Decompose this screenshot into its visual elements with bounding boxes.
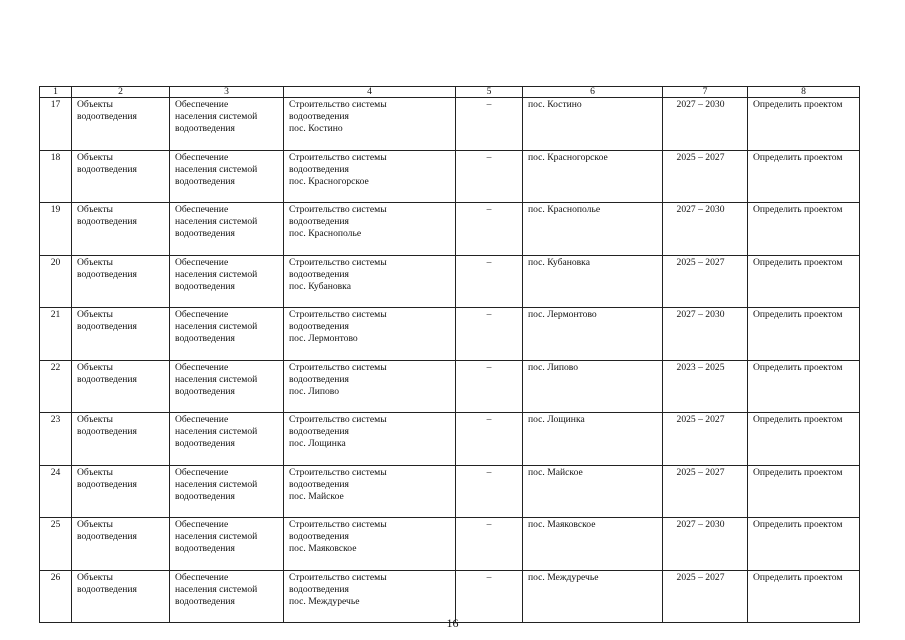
object-type-line: водоотведения — [77, 321, 137, 333]
cost-value: Определить проектом — [753, 99, 843, 110]
object-type-line: водоотведения — [77, 373, 137, 385]
purpose-cell — [170, 465, 284, 518]
purpose-line: населения системой — [175, 426, 258, 438]
location-value: пос. Кубановка — [528, 256, 590, 268]
purpose-line: населения системой — [175, 373, 258, 385]
row-number: 21 — [50, 309, 61, 320]
facilities-table — [39, 86, 860, 623]
row-number-cell — [40, 570, 72, 623]
purpose-line: Обеспечение — [175, 256, 229, 268]
cost-cell — [748, 465, 860, 518]
purpose-cell — [170, 203, 284, 256]
location-cell — [523, 308, 663, 361]
object-type-line: Объекты — [77, 256, 113, 268]
object-type-line: Объекты — [77, 571, 113, 583]
cost-cell — [748, 413, 860, 466]
object-type-line: водоотведения — [77, 111, 137, 123]
action-line: водоотведения — [289, 111, 349, 123]
period-value: 2025 – 2027 — [676, 256, 725, 268]
location-cell — [523, 98, 663, 151]
action-cell — [284, 98, 456, 151]
action-cell — [284, 203, 456, 256]
column-5-value: – — [486, 204, 492, 215]
purpose-cell — [170, 150, 284, 203]
action-line: Строительство системы — [289, 571, 387, 583]
action-line: пос. Маяковское — [289, 543, 357, 555]
cost-value: Определить проектом — [753, 361, 843, 373]
object-type-cell — [72, 360, 170, 413]
purpose-line: водоотведения — [175, 595, 235, 607]
object-type-line: Объекты — [77, 414, 113, 425]
purpose-line: населения системой — [175, 216, 258, 228]
period-cell — [663, 203, 748, 256]
column-5-cell — [456, 150, 523, 203]
action-cell — [284, 308, 456, 361]
purpose-line: Обеспечение — [175, 361, 229, 373]
action-line: пос. Липово — [289, 385, 340, 397]
purpose-cell — [170, 308, 284, 361]
column-5-cell — [456, 413, 523, 466]
object-type-cell — [72, 255, 170, 308]
row-number: 18 — [50, 151, 61, 163]
purpose-cell — [170, 413, 284, 466]
column-header: 4 — [284, 87, 456, 98]
row-number-cell — [40, 98, 72, 151]
object-type-line: водоотведения — [77, 426, 137, 438]
purpose-line: водоотведения — [175, 333, 235, 345]
action-line: водоотведения — [289, 268, 349, 280]
purpose-line: водоотведения — [175, 175, 235, 187]
cost-value: Определить проектом — [753, 519, 843, 530]
object-type-line: водоотведения — [77, 583, 137, 595]
action-line: водоотведения — [289, 216, 349, 228]
column-5-cell — [456, 98, 523, 151]
period-cell — [663, 360, 748, 413]
period-value: 2023 – 2025 — [676, 361, 725, 373]
action-line: водоотведения — [289, 583, 349, 595]
column-header: 2 — [72, 87, 170, 98]
column-5-value: – — [486, 309, 492, 320]
location-value: пос. Костино — [528, 99, 582, 110]
location-cell — [523, 203, 663, 256]
location-value: пос. Красногорское — [528, 151, 608, 163]
object-type-cell — [72, 308, 170, 361]
table-row — [40, 98, 860, 151]
cost-value: Определить проектом — [753, 151, 843, 163]
period-cell — [663, 465, 748, 518]
period-cell — [663, 570, 748, 623]
table-row — [40, 465, 860, 518]
action-cell — [284, 150, 456, 203]
purpose-line: Обеспечение — [175, 204, 229, 215]
action-line: Строительство системы — [289, 361, 387, 373]
object-type-line: водоотведения — [77, 268, 137, 280]
period-value: 2025 – 2027 — [676, 466, 725, 478]
object-type-line: Объекты — [77, 519, 113, 530]
period-value: 2025 – 2027 — [676, 151, 725, 163]
action-line: пос. Лощинка — [289, 438, 346, 450]
purpose-line: населения системой — [175, 268, 258, 280]
object-type-cell — [72, 98, 170, 151]
action-line: водоотведения — [289, 531, 349, 543]
object-type-line: Объекты — [77, 99, 113, 110]
row-number: 20 — [50, 256, 61, 268]
purpose-line: населения системой — [175, 321, 258, 333]
column-5-cell — [456, 360, 523, 413]
column-number-row — [40, 87, 860, 98]
action-line: водоотведения — [289, 478, 349, 490]
column-5-value: – — [486, 519, 492, 530]
object-type-line: Объекты — [77, 361, 113, 373]
column-header: 6 — [523, 87, 663, 98]
object-type-line: Объекты — [77, 309, 113, 320]
cost-value: Определить проектом — [753, 414, 843, 425]
row-number: 25 — [50, 519, 61, 530]
object-type-cell — [72, 570, 170, 623]
purpose-line: водоотведения — [175, 543, 235, 555]
column-5-cell — [456, 203, 523, 256]
purpose-line: водоотведения — [175, 123, 235, 135]
cost-cell — [748, 150, 860, 203]
table-row — [40, 150, 860, 203]
location-value: пос. Лермонтово — [528, 309, 597, 320]
column-header: 7 — [663, 87, 748, 98]
cost-cell — [748, 360, 860, 413]
purpose-line: населения системой — [175, 478, 258, 490]
location-value: пос. Майское — [528, 466, 583, 478]
table-row — [40, 570, 860, 623]
column-5-cell — [456, 570, 523, 623]
object-type-cell — [72, 150, 170, 203]
location-value: пос. Маяковское — [528, 519, 596, 530]
action-line: водоотведения — [289, 426, 349, 438]
cost-cell — [748, 255, 860, 308]
column-5-value: – — [486, 466, 492, 478]
action-cell — [284, 465, 456, 518]
location-cell — [523, 150, 663, 203]
table-row — [40, 360, 860, 413]
period-cell — [663, 308, 748, 361]
object-type-line: водоотведения — [77, 216, 137, 228]
table-row — [40, 255, 860, 308]
object-type-line: водоотведения — [77, 478, 137, 490]
table-row — [40, 413, 860, 466]
location-value: пос. Междуречье — [528, 571, 599, 583]
purpose-line: водоотведения — [175, 490, 235, 502]
action-line: пос. Кубановка — [289, 280, 351, 292]
column-header: 3 — [170, 87, 284, 98]
period-cell — [663, 255, 748, 308]
table-body — [40, 98, 860, 623]
period-value: 2027 – 2030 — [676, 99, 725, 110]
column-5-value: – — [486, 151, 492, 163]
table-row — [40, 518, 860, 571]
purpose-line: населения системой — [175, 531, 258, 543]
action-line: пос. Майское — [289, 490, 344, 502]
action-line: пос. Междуречье — [289, 595, 360, 607]
action-line: Строительство системы — [289, 99, 387, 110]
action-line: Строительство системы — [289, 414, 387, 425]
action-line: Строительство системы — [289, 466, 387, 478]
column-5-cell — [456, 255, 523, 308]
column-header: 1 — [40, 87, 72, 98]
column-5-value: – — [486, 99, 492, 110]
object-type-line: Объекты — [77, 151, 113, 163]
period-value: 2027 – 2030 — [676, 204, 725, 215]
location-value: пос. Липово — [528, 361, 579, 373]
location-value: пос. Краснополье — [528, 204, 601, 215]
column-5-cell — [456, 465, 523, 518]
action-cell — [284, 360, 456, 413]
location-cell — [523, 360, 663, 413]
period-value: 2025 – 2027 — [676, 414, 725, 425]
action-cell — [284, 413, 456, 466]
cost-value: Определить проектом — [753, 309, 843, 320]
column-5-cell — [456, 518, 523, 571]
action-line: Строительство системы — [289, 204, 387, 215]
row-number-cell — [40, 360, 72, 413]
cost-value: Определить проектом — [753, 204, 843, 215]
period-cell — [663, 98, 748, 151]
purpose-line: Обеспечение — [175, 571, 229, 583]
purpose-line: населения системой — [175, 583, 258, 595]
purpose-line: Обеспечение — [175, 414, 229, 425]
column-5-cell — [456, 308, 523, 361]
purpose-cell — [170, 255, 284, 308]
row-number: 17 — [50, 99, 61, 110]
action-cell — [284, 570, 456, 623]
column-header: 8 — [748, 87, 860, 98]
object-type-cell — [72, 518, 170, 571]
location-cell — [523, 255, 663, 308]
page-number: 16 — [446, 616, 459, 630]
action-line: Строительство системы — [289, 256, 387, 268]
purpose-line: населения системой — [175, 163, 258, 175]
action-line: пос. Лермонтово — [289, 333, 358, 345]
row-number-cell — [40, 203, 72, 256]
column-5-value: – — [486, 414, 492, 425]
column-5-value: – — [486, 361, 492, 373]
row-number: 26 — [50, 571, 61, 583]
table-row — [40, 203, 860, 256]
purpose-line: водоотведения — [175, 280, 235, 292]
period-value: 2025 – 2027 — [676, 571, 725, 583]
purpose-line: Обеспечение — [175, 466, 229, 478]
object-type-cell — [72, 465, 170, 518]
cost-cell — [748, 203, 860, 256]
period-cell — [663, 150, 748, 203]
action-line: пос. Красногорское — [289, 175, 369, 187]
purpose-line: населения системой — [175, 111, 258, 123]
cost-value: Определить проектом — [753, 571, 843, 583]
purpose-cell — [170, 360, 284, 413]
object-type-line: водоотведения — [77, 163, 137, 175]
location-value: пос. Лощинка — [528, 414, 585, 425]
object-type-cell — [72, 203, 170, 256]
cost-cell — [748, 98, 860, 151]
purpose-line: Обеспечение — [175, 99, 229, 110]
cost-value: Определить проектом — [753, 256, 843, 268]
purpose-line: водоотведения — [175, 385, 235, 397]
row-number-cell — [40, 308, 72, 361]
location-cell — [523, 413, 663, 466]
purpose-line: водоотведения — [175, 438, 235, 450]
cost-cell — [748, 570, 860, 623]
purpose-line: водоотведения — [175, 228, 235, 240]
row-number-cell — [40, 150, 72, 203]
object-type-line: водоотведения — [77, 531, 137, 543]
location-cell — [523, 465, 663, 518]
cost-cell — [748, 518, 860, 571]
row-number: 22 — [50, 361, 61, 373]
action-line: водоотведения — [289, 373, 349, 385]
period-value: 2027 – 2030 — [676, 519, 725, 530]
action-line: пос. Костино — [289, 123, 343, 135]
action-line: водоотведения — [289, 163, 349, 175]
column-5-value: – — [486, 256, 492, 268]
column-header: 5 — [456, 87, 523, 98]
purpose-cell — [170, 518, 284, 571]
column-5-value: – — [486, 571, 492, 583]
row-number-cell — [40, 518, 72, 571]
purpose-line: Обеспечение — [175, 519, 229, 530]
row-number-cell — [40, 255, 72, 308]
period-cell — [663, 413, 748, 466]
object-type-cell — [72, 413, 170, 466]
location-cell — [523, 518, 663, 571]
purpose-cell — [170, 98, 284, 151]
row-number: 19 — [50, 204, 61, 215]
object-type-line: Объекты — [77, 204, 113, 215]
action-line: Строительство системы — [289, 151, 387, 163]
period-value: 2027 – 2030 — [676, 309, 725, 320]
row-number: 23 — [50, 414, 61, 425]
table-row — [40, 308, 860, 361]
action-line: Строительство системы — [289, 519, 387, 530]
row-number-cell — [40, 413, 72, 466]
action-cell — [284, 255, 456, 308]
purpose-line: Обеспечение — [175, 151, 229, 163]
action-line: пос. Краснополье — [289, 228, 362, 240]
action-cell — [284, 518, 456, 571]
location-cell — [523, 570, 663, 623]
purpose-line: Обеспечение — [175, 309, 229, 320]
cost-value: Определить проектом — [753, 466, 843, 478]
object-type-line: Объекты — [77, 466, 113, 478]
row-number: 24 — [50, 466, 61, 478]
action-line: водоотведения — [289, 321, 349, 333]
row-number-cell — [40, 465, 72, 518]
period-cell — [663, 518, 748, 571]
cost-cell — [748, 308, 860, 361]
action-line: Строительство системы — [289, 309, 387, 320]
purpose-cell — [170, 570, 284, 623]
